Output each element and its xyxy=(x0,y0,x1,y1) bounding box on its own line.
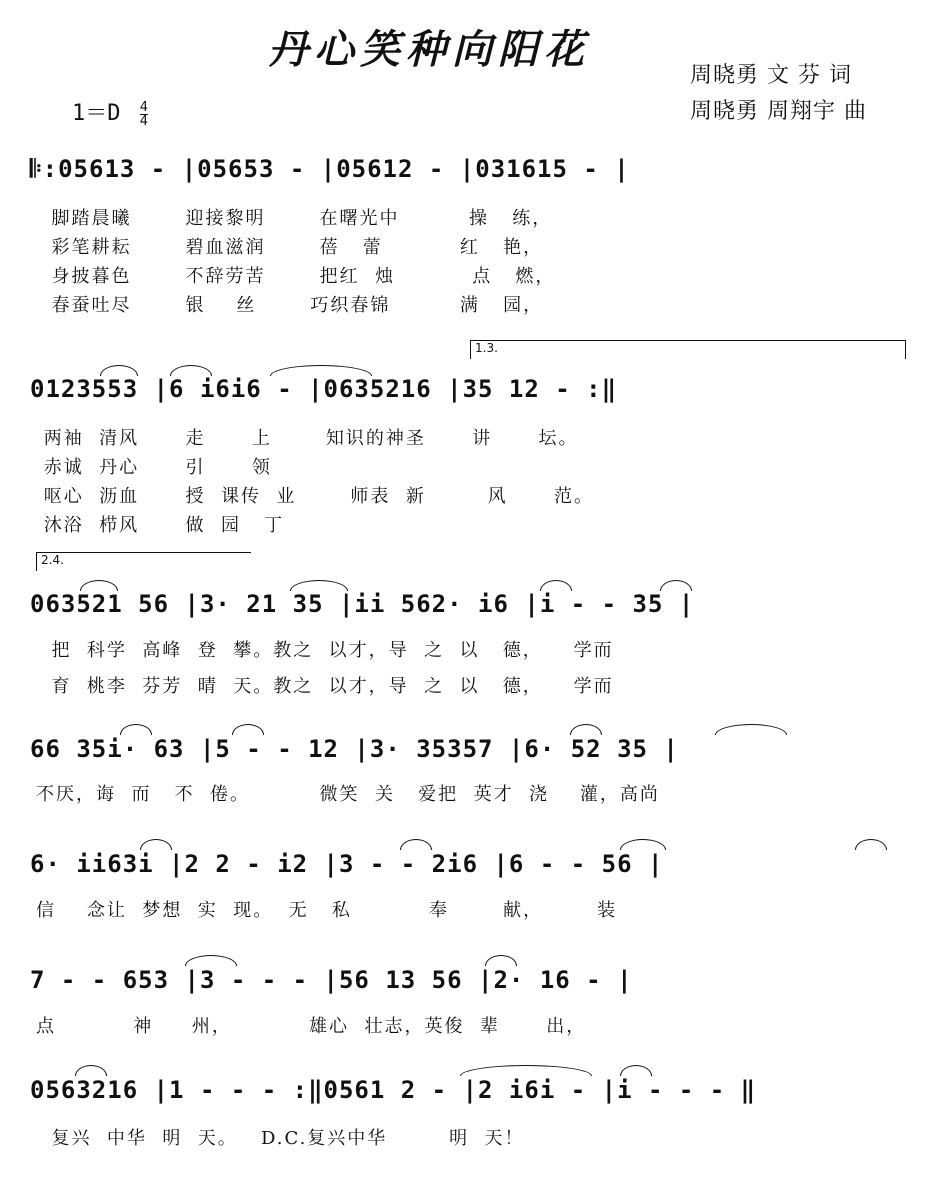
lyric-line-3-verse-2: 育 桃李 芬芳 晴 天。教之 以才，导 之 以 德， 学而 xyxy=(36,676,614,697)
notation-line-7: 0563216 |1 - - - :‖0561 2 - |2 i6i - |i - - - ‖ xyxy=(30,1076,757,1104)
lyric-line-1-verse-2: 彩笔耕耘 碧血滋润 蓓 蕾 红 艳， xyxy=(36,237,544,258)
lyric-line-7-verse-1: 复兴 中华 明 天。 D.C.复兴中华 明 天！ xyxy=(36,1128,525,1149)
lyric-line-4-verse-1: 不厌，诲 而 不 倦。 微笑 关 爱把 英才 浇 灌，高尚 xyxy=(36,784,660,805)
slur-mark xyxy=(290,580,348,591)
slur-mark xyxy=(460,1065,592,1076)
lyric-line-2-verse-1: 两袖 清风 走 上 知识的神圣 讲 坛。 xyxy=(36,428,579,449)
song-title: 丹心笑种向阳花 xyxy=(268,26,590,73)
lyric-line-6-verse-1: 点 神 州， 雄心 壮志，英俊 辈 出， xyxy=(36,1016,587,1037)
lyric-line-2-verse-2: 赤诚 丹心 引 领 xyxy=(36,457,272,478)
key-label: 1＝D xyxy=(72,101,121,126)
lyric-line-1-verse-4: 春蚕吐尽 银 丝 巧织春锦 满 园， xyxy=(36,295,544,316)
lyric-line-5-verse-1: 信 念让 梦想 实 现。 无 私 奉 献， 装 xyxy=(36,900,618,921)
notation-line-6: 7 - - 653 |3 - - - |56 13 56 |2· 16 - | xyxy=(30,966,633,994)
lyric-line-1-verse-3: 身披暮色 不辞劳苦 把红 烛 点 燃， xyxy=(36,266,556,287)
slur-mark xyxy=(80,580,118,591)
slur-mark xyxy=(855,839,887,850)
lyric-line-3-verse-1: 把 科学 高峰 登 攀。教之 以才，导 之 以 德， 学而 xyxy=(36,640,614,661)
slur-mark xyxy=(185,955,237,966)
slur-mark xyxy=(100,365,138,376)
lyricist-credit: 周晓勇 文 芬 词 xyxy=(690,63,852,88)
notation-line-2: 0123553 |6 i6i6 - |0635216 |35 12 - :‖ xyxy=(30,375,618,403)
volta-second-ending: 2.4. xyxy=(36,552,251,571)
key-signature xyxy=(72,96,148,128)
slur-mark xyxy=(620,1065,652,1076)
time-signature-top: 4 xyxy=(139,99,149,115)
volta-first-ending: 1.3. xyxy=(470,340,906,359)
slur-mark xyxy=(485,955,517,966)
notation-line-5: 6· ii63i |2 2 - i2 |3 - - 2i6 |6 - - 56 | xyxy=(30,850,664,878)
notation-line-4: 66 35i· 63 |5 - - 12 |3· 35357 |6· 52 35 | xyxy=(30,735,679,763)
slur-mark xyxy=(270,365,372,376)
time-signature-bottom: 4 xyxy=(139,113,149,129)
lyric-line-2-verse-3: 呕心 沥血 授 课传 业 师表 新 风 范。 xyxy=(36,486,594,507)
notation-line-1: 𝄆:05613 - |05653 - |05612 - |031615 - | xyxy=(30,155,630,183)
time-signature xyxy=(140,101,148,128)
slur-mark xyxy=(120,724,152,735)
notation-line-3: 063521 56 |3· 21 35 |ii 562· i6 |i - - 35 | xyxy=(30,590,695,618)
lyric-line-2-verse-4: 沐浴 栉风 做 园 丁 xyxy=(36,515,285,536)
slur-mark xyxy=(620,839,666,850)
slur-mark xyxy=(570,724,602,735)
slur-mark xyxy=(540,580,572,591)
slur-mark xyxy=(75,1065,107,1076)
lyric-line-1-verse-1: 脚踏晨曦 迎接黎明 在曙光中 操 练， xyxy=(36,208,553,229)
slur-mark xyxy=(232,724,264,735)
slur-mark xyxy=(170,365,212,376)
slur-mark xyxy=(140,839,172,850)
slur-mark xyxy=(400,839,432,850)
composer-credit: 周晓勇 周翔宇 曲 xyxy=(690,99,867,124)
slur-mark xyxy=(660,580,692,591)
slur-mark xyxy=(715,724,787,735)
